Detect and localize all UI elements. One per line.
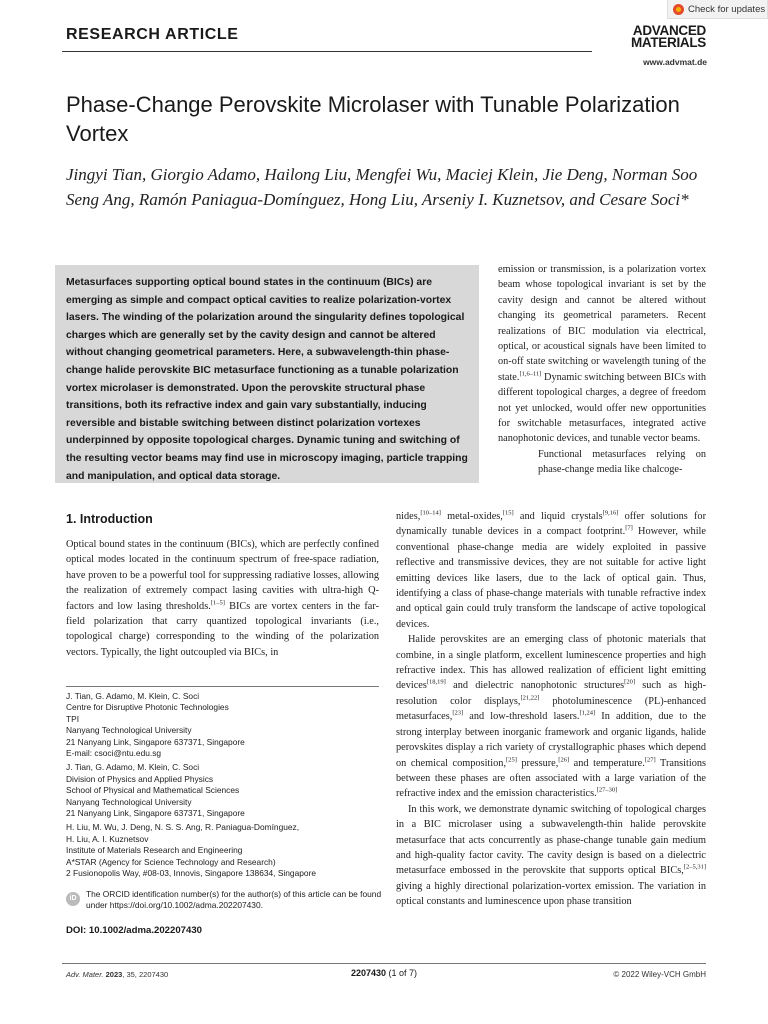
journal-url-link[interactable]: www.advmat.de bbox=[643, 57, 707, 67]
paragraph-text: such as high-resolution color displays, bbox=[396, 680, 706, 707]
affiliations bbox=[66, 691, 386, 880]
intro-paragraph bbox=[66, 537, 379, 660]
reference-link[interactable]: [26] bbox=[558, 756, 570, 764]
paragraph-text: In addition, due to the strong interplay between inorganic framework and organic ligands, halide perovskites display a rich variety of crystallographic phases which depend on chemical composition, bbox=[396, 711, 706, 769]
orcid-icon: iD bbox=[66, 892, 80, 906]
paragraph-text: Optical bound states in the continuum (BICs), which are perfectly confined optical modes located in the continuum spectrum of free-space radiation, have proven to be a powerful tool for suppressing radiative losses, allowing the realization of extremely compact lasing cavities with ultra-high Q-factors and low lasing thresholds. bbox=[66, 539, 379, 612]
footer-page bbox=[300, 968, 468, 978]
paragraph-text: photoluminescence (PL)-enhanced metasurfaces, bbox=[396, 695, 706, 723]
affiliation-line: A*STAR (Agency for Science Technology and Research) bbox=[66, 856, 276, 867]
affiliation-line: School of Physical and Mathematical Sciences bbox=[66, 785, 240, 796]
footer-divider bbox=[62, 963, 706, 964]
section-label: RESEARCH ARTICLE bbox=[66, 26, 239, 43]
reference-link[interactable]: [27] bbox=[644, 756, 656, 764]
paragraph-text: offer solutions for dynamically tunable devices in a compact footprint. bbox=[396, 511, 706, 538]
header-divider bbox=[62, 51, 592, 52]
affiliation-line: 21 Nanyang Link, Singapore 637371, Singapore bbox=[66, 808, 245, 819]
reference-link[interactable]: [15] bbox=[502, 509, 514, 517]
reference-link[interactable]: [7] bbox=[625, 524, 633, 532]
affiliation-line: J. Tian, G. Adamo, M. Klein, C. Soci bbox=[66, 762, 200, 773]
affiliation-line: H. Liu, A. I. Kuznetsov bbox=[66, 833, 149, 844]
journal-logo-line2: MATERIALS bbox=[630, 35, 706, 50]
footer-copyright: © 2022 Wiley-VCH GmbH bbox=[613, 970, 706, 979]
reference-link[interactable]: [1,24] bbox=[579, 709, 596, 717]
paragraph-text: metal-oxides, bbox=[440, 511, 503, 522]
doi-link[interactable]: DOI: 10.1002/adma.202207430 bbox=[66, 925, 203, 936]
reference-link[interactable]: [9,16] bbox=[602, 509, 619, 517]
paragraph-text: nides, bbox=[396, 511, 421, 522]
crossmark-icon bbox=[673, 4, 684, 15]
paragraph-text: In this work, we demonstrate dynamic switching of topological charges in a BIC microlaser using a subwavelength-thin halide perovskite metasurface that acts concurrently as phase-change tunable gain medium and high-quality factor cavity. The cavity design is based on a dielectric metasurface embossed in the perovskite that supports optical BICs, bbox=[396, 803, 706, 877]
reference-link[interactable]: [18,19] bbox=[426, 679, 446, 687]
citation-details: , 35, 2207430 bbox=[122, 970, 169, 979]
affiliation-line: J. Tian, G. Adamo, M. Klein, C. Soci bbox=[66, 691, 200, 701]
reference-link[interactable]: [25] bbox=[506, 756, 517, 764]
email-link[interactable]: E-mail: csoci@ntu.edu.sg bbox=[66, 748, 162, 759]
paragraph-text: pressure, bbox=[516, 757, 559, 769]
article-title: Phase-Change Perovskite Microlaser with Tunable Polarization Vortex bbox=[66, 92, 680, 146]
citation-year: 2023 bbox=[105, 970, 123, 979]
paragraph-text: Functional metasurfaces relying on phase-change media like chalcoge- bbox=[538, 448, 706, 476]
reference-link[interactable]: [20] bbox=[624, 679, 636, 687]
affiliation-line: TPI bbox=[66, 713, 80, 724]
reference-link[interactable]: [21,22] bbox=[520, 694, 540, 702]
check-for-updates-button[interactable] bbox=[667, 0, 768, 19]
affiliation-line: Nanyang Technological University bbox=[66, 725, 192, 736]
paragraph-text: Dynamic switching between BICs with different topological charges, a degree of freedom not yet unlocked, would offer new opportunities for switchable metasurfaces, integrated active nanophotonic devices, and tunable vector beams. bbox=[498, 371, 706, 445]
affiliation-line: 2 Fusionopolis Way, #08-03, Innovis, Singapore 138634, Singapore bbox=[66, 868, 317, 879]
paragraph-text: Transitions between these phases are often associated with a large variation of the refractive index and the emission characteristics. bbox=[396, 757, 706, 800]
affiliation-line: H. Liu, M. Wu, J. Deng, N. S. S. Ang, R. Paniagua-Domínguez, bbox=[66, 822, 300, 833]
section-heading: 1. Introduction bbox=[66, 512, 153, 526]
paragraph-text: emission or transmission, is a polarization vortex beam whose topological invariant is set by the cavity design and cannot be altered without changing its geometrical parameters. Recent realizations of BIC modulation via electrical, optical, or acoustical signals have been limited to on-off state switching or wavelength tuning of the state. bbox=[498, 264, 706, 383]
affiliation-line: Centre for Disruptive Photonic Technologies bbox=[66, 702, 229, 713]
paragraph-text: and liquid crystals bbox=[513, 511, 603, 522]
journal-logo bbox=[606, 25, 706, 49]
orcid-note bbox=[66, 889, 386, 912]
abstract-text: Metasurfaces supporting optical bound states in the continuum (BICs) are emerging as simple and compact optical cavities to realize polarization-vortex lasers. The winding of the polarization around the singularity defines topological charges which are generally set by the cavity design and cannot be altered without changing geometrical parameters. Here, a subwavelength-thin phase-change halide perovskite BIC metasurface functioning as a tunable polarization vortex microlaser is demonstrated. Upon the perovskite structural phase transitions, both its refractive index and gain vary substantially, inducing reversible and bistable switching between distinct polarization vortexes underpinned by opposite topological charges. Dynamic tuning and switching of the resulting vector beams may find use in microscopy imaging, particle trapping and manipulation, and optical data storage. bbox=[66, 277, 468, 482]
orcid-text[interactable]: The ORCID identification number(s) for the author(s) of this article can be found under https://doi.org/10.1002/adma.202207430. bbox=[86, 889, 382, 911]
affiliation-line: Institute of Materials Research and Engineering bbox=[66, 845, 243, 856]
reference-link[interactable]: [2–5,31] bbox=[683, 863, 706, 871]
check-updates-label: Check for updates bbox=[688, 3, 766, 15]
paragraph-text: BICs are vortex centers in the far-field polarization that carry quantized topological invariants (i.e., topological charge) corresponding to the winding of the polarization vectors. Typically, the light outcoupled via BICs, in bbox=[66, 600, 380, 658]
right-column-top bbox=[498, 262, 706, 478]
citation-journal: Adv. Mater. bbox=[66, 970, 104, 979]
paragraph-text: and dielectric nanophotonic structures bbox=[445, 680, 625, 692]
affiliation-line: Nanyang Technological University bbox=[66, 796, 192, 807]
reference-link[interactable]: [23] bbox=[452, 709, 464, 717]
journal-logo-line1: ADVANCED bbox=[632, 23, 706, 38]
reference-link[interactable]: [1–5] bbox=[210, 599, 225, 607]
paragraph-text: and low-threshold lasers. bbox=[463, 711, 580, 723]
paragraph-text: giving a highly directional polarization-vortex emission. The variation in optical constants and luminescence upon phase transition bbox=[396, 880, 706, 908]
affiliation-line: 21 Nanyang Link, Singapore 637371, Singapore bbox=[66, 736, 245, 747]
article-number: 2207430 bbox=[350, 968, 386, 978]
affiliation-line: Division of Physics and Applied Physics bbox=[66, 773, 214, 784]
right-column bbox=[396, 509, 706, 910]
paragraph-text: and temperature. bbox=[569, 757, 645, 769]
paragraph-text: However, while conventional phase-change media are widely exploited in passive reflective and transmissive devices, they are not suitable for active light emitting devices like lasers, due to the lack of optical gain. Thus, identifying a class of phase-change materials with tunable refractive index and optical gain could truly transform the landscape of active topological devices. bbox=[396, 526, 706, 630]
author-list: Jingyi Tian, Giorgio Adamo, Hailong Liu, Mengfei Wu, Maciej Klein, Jie Deng, Norman Soo Seng Ang, Ramón Paniagua-Domínguez, Hong Liu, Arseniy I. Kuznetsov, and Cesare Soci* bbox=[66, 165, 698, 209]
footer-citation bbox=[66, 970, 168, 979]
page-number: (1 of 7) bbox=[388, 968, 418, 978]
reference-link[interactable]: [27–30] bbox=[596, 786, 618, 794]
reference-link[interactable]: [1,6–11] bbox=[519, 370, 542, 378]
reference-link[interactable]: [10–14] bbox=[420, 509, 441, 517]
affiliation-divider bbox=[66, 686, 379, 687]
paragraph-text: Halide perovskites are an emerging class of photonic materials that combine, in a single platform, excellent luminescence properties and high refractive index. This has allowed realization of efficient light emitting devices bbox=[396, 634, 706, 692]
